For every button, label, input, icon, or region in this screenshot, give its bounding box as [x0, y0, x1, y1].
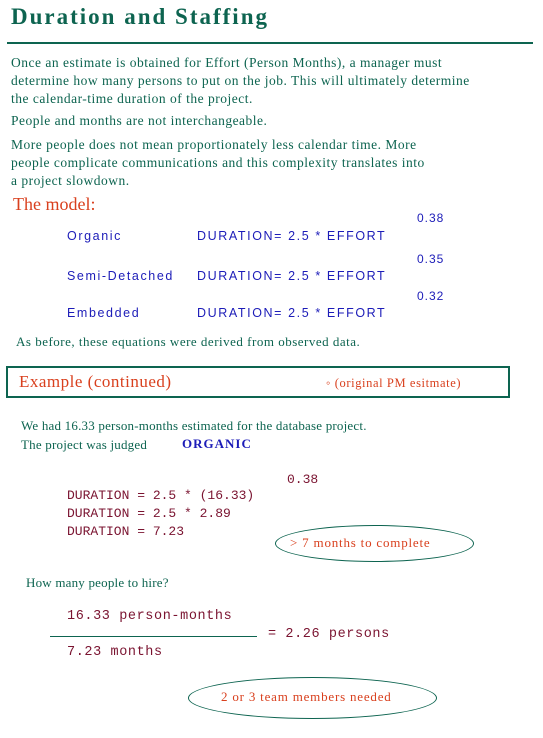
intro-line-5: More people does not mean proportionately less calendar time. More — [11, 137, 417, 152]
calc-exponent: 0.38 — [287, 472, 319, 487]
semi-detached-exponent: 0.35 — [417, 252, 445, 266]
model-note: As before, these equations were derived from observed data. — [16, 334, 361, 349]
example-line-1: We had 16.33 person-months estimated for the database project. — [21, 418, 367, 433]
embedded-equation: DURATION= 2.5 * EFFORT — [197, 306, 387, 320]
intro-line-3: the calendar-time duration of the project. — [11, 91, 253, 106]
embedded-exponent: 0.32 — [417, 289, 445, 303]
example-line-2: The project was judged — [21, 437, 148, 452]
organic-exponent: 0.38 — [417, 211, 445, 225]
title-divider — [7, 42, 533, 44]
intro-line-7: a project slowdown. — [11, 173, 130, 188]
model-heading: The model: — [13, 194, 96, 214]
example-note: ◦ (original PM esitmate) — [326, 376, 462, 390]
semi-detached-label: Semi-Detached — [67, 269, 174, 283]
page-title: Duration and Staffing — [11, 4, 269, 29]
organic-label: Organic — [67, 229, 122, 243]
example-heading: Example (continued) — [19, 372, 172, 391]
calc-line-3: DURATION = 7.23 — [67, 524, 185, 539]
fraction-line — [50, 636, 257, 637]
calc-line-2: DURATION = 2.5 * 2.89 — [67, 506, 231, 521]
semi-detached-equation: DURATION= 2.5 * EFFORT — [197, 269, 387, 283]
hire-question: How many people to hire? — [26, 575, 169, 590]
fraction-denominator: 7.23 months — [67, 645, 163, 660]
intro-line-6: people complicate communications and this complexity translates into — [11, 155, 425, 170]
fraction-result: = 2.26 persons — [268, 627, 390, 642]
fraction-numerator: 16.33 person-months — [67, 609, 233, 624]
judged-mode: ORGANIC — [182, 436, 252, 451]
result-callout-text: > 7 months to complete — [290, 535, 431, 550]
calc-line-1: DURATION = 2.5 * (16.33) — [67, 488, 255, 503]
organic-equation: DURATION= 2.5 * EFFORT — [197, 229, 387, 243]
intro-line-1: Once an estimate is obtained for Effort (Person Months), a manager must — [11, 55, 443, 70]
team-callout-text: 2 or 3 team members needed — [221, 689, 392, 704]
intro-line-2: determine how many persons to put on the job. This will ultimately determine — [11, 73, 470, 88]
intro-line-4: People and months are not interchangeable. — [11, 113, 268, 128]
embedded-label: Embedded — [67, 306, 141, 320]
